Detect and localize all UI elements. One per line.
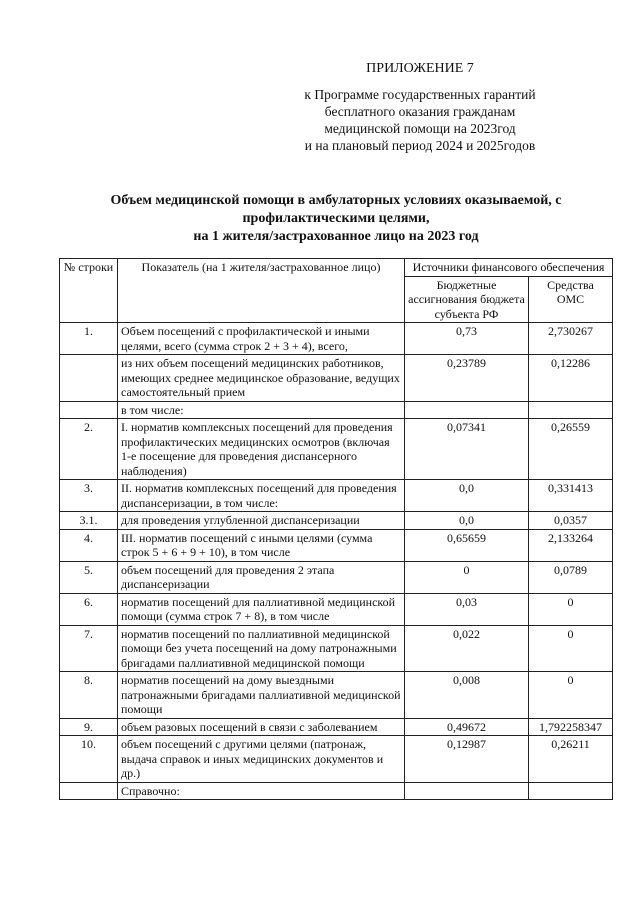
- row-number: 9.: [60, 718, 118, 736]
- table-row: [60, 323, 613, 355]
- header-line: к Программе государственных гарантий: [304, 87, 536, 102]
- row-oms-value: 0: [529, 593, 613, 625]
- appendix-header: [250, 60, 590, 154]
- row-indicator: в том числе:: [118, 401, 405, 419]
- row-budget-value: 0: [405, 561, 529, 593]
- row-oms-value: 2,133264: [529, 529, 613, 561]
- header-line: медицинской помощи на 2023год: [324, 121, 516, 136]
- title-line: профилактическими целями,: [242, 211, 430, 226]
- row-number: 6.: [60, 593, 118, 625]
- row-oms-value: 2,730267: [529, 323, 613, 355]
- row-budget-value: [405, 401, 529, 419]
- row-indicator: норматив посещений на дому выездными патронажными бригадами паллиативной медицинской помощи: [118, 672, 405, 719]
- row-oms-value: 1,792258347: [529, 718, 613, 736]
- volume-table: [59, 258, 613, 800]
- row-budget-value: 0,0: [405, 512, 529, 530]
- row-budget-value: 0,07341: [405, 419, 529, 480]
- row-indicator: Справочно:: [118, 782, 405, 800]
- appendix-label: ПРИЛОЖЕНИЕ 7: [366, 61, 474, 76]
- row-budget-value: 0,23789: [405, 355, 529, 402]
- table-row: [60, 480, 613, 512]
- row-number: 2.: [60, 419, 118, 480]
- row-number: 1.: [60, 323, 118, 355]
- row-number: 8.: [60, 672, 118, 719]
- row-indicator: объем посещений для проведения 2 этапа диспансеризации: [118, 561, 405, 593]
- row-oms-value: [529, 401, 613, 419]
- row-budget-value: 0,73: [405, 323, 529, 355]
- title-line: Объем медицинской помощи в амбулаторных условиях оказываемой, с: [110, 193, 562, 208]
- document-title: [58, 192, 614, 246]
- table-row: [60, 782, 613, 800]
- header-line: и на плановый период 2024 и 2025годов: [304, 138, 536, 153]
- row-budget-value: 0,12987: [405, 736, 529, 783]
- row-oms-value: 0,331413: [529, 480, 613, 512]
- row-oms-value: 0,26559: [529, 419, 613, 480]
- table-row: [60, 401, 613, 419]
- row-number: 10.: [60, 736, 118, 783]
- row-indicator: из них объем посещений медицинских работников, имеющих среднее медицинское образование, ведущих самостоятельный прием: [118, 355, 405, 402]
- row-indicator: II. норматив комплексных посещений для проведения диспансеризации, в том числе:: [118, 480, 405, 512]
- row-indicator: для проведения углубленной диспансеризации: [118, 512, 405, 530]
- col-header-budget: Бюджетные ассигнования бюджета субъекта РФ: [405, 276, 529, 323]
- row-budget-value: 0,03: [405, 593, 529, 625]
- row-oms-value: [529, 782, 613, 800]
- row-budget-value: 0,022: [405, 625, 529, 672]
- row-indicator: норматив посещений для паллиативной медицинской помощи (сумма строк 7 + 8), в том числе: [118, 593, 405, 625]
- row-oms-value: 0,0357: [529, 512, 613, 530]
- table-row: [60, 625, 613, 672]
- col-header-sources: Источники финансового обеспечения: [405, 259, 613, 277]
- table-row: [60, 718, 613, 736]
- row-number: [60, 782, 118, 800]
- row-number: [60, 355, 118, 402]
- row-budget-value: [405, 782, 529, 800]
- table-row: [60, 355, 613, 402]
- table-body: [60, 323, 613, 800]
- row-oms-value: 0,12286: [529, 355, 613, 402]
- row-indicator: объем разовых посещений в связи с заболеванием: [118, 718, 405, 736]
- row-oms-value: 0: [529, 672, 613, 719]
- table-row: [60, 593, 613, 625]
- row-number: 7.: [60, 625, 118, 672]
- row-number: [60, 401, 118, 419]
- title-line: на 1 жителя/застрахованное лицо на 2023 год: [193, 229, 479, 244]
- col-header-oms: Средства ОМС: [529, 276, 613, 323]
- row-budget-value: 0,0: [405, 480, 529, 512]
- col-header-num: № строки: [60, 259, 118, 323]
- table-row: [60, 672, 613, 719]
- table-row: [60, 561, 613, 593]
- row-indicator: III. норматив посещений с иными целями (сумма строк 5 + 6 + 9 + 10), в том числе: [118, 529, 405, 561]
- row-number: 3.1.: [60, 512, 118, 530]
- row-oms-value: 0,0789: [529, 561, 613, 593]
- row-indicator: Объем посещений с профилактической и иными целями, всего (сумма строк 2 + 3 + 4), всего,: [118, 323, 405, 355]
- table-row: [60, 512, 613, 530]
- table-row: [60, 736, 613, 783]
- row-indicator: объем посещений с другими целями (патронаж, выдача справок и иных медицинских документов и др.): [118, 736, 405, 783]
- table-header-row: [60, 259, 613, 277]
- table-row: [60, 419, 613, 480]
- header-line: бесплатного оказания гражданам: [324, 104, 516, 119]
- table-row: [60, 529, 613, 561]
- row-oms-value: 0,26211: [529, 736, 613, 783]
- row-number: 5.: [60, 561, 118, 593]
- row-number: 3.: [60, 480, 118, 512]
- row-budget-value: 0,008: [405, 672, 529, 719]
- row-oms-value: 0: [529, 625, 613, 672]
- row-budget-value: 0,65659: [405, 529, 529, 561]
- col-header-indicator: Показатель (на 1 жителя/застрахованное лицо): [118, 259, 405, 323]
- row-number: 4.: [60, 529, 118, 561]
- row-budget-value: 0,49672: [405, 718, 529, 736]
- row-indicator: I. норматив комплексных посещений для проведения профилактических медицинских осмотров (включая 1-е посещение для проведения диспансерного наблюдения): [118, 419, 405, 480]
- row-indicator: норматив посещений по паллиативной медицинской помощи без учета посещений на дому патронажными бригадами паллиативной медицинской помощи: [118, 625, 405, 672]
